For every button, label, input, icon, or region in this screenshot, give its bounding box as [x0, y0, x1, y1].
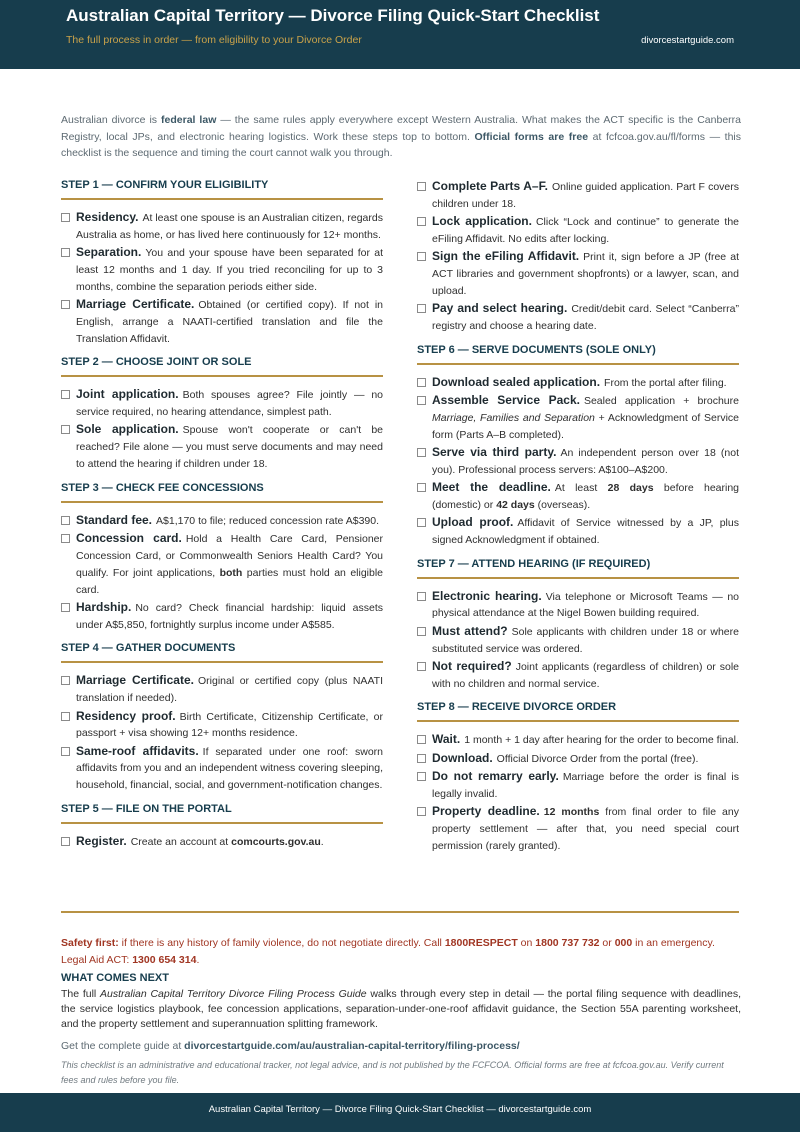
safety-text: if there is any history of family violence, do not negotiate directly. Call: [118, 937, 445, 949]
checkbox[interactable]: [417, 252, 426, 261]
item-label: Joint application.: [76, 387, 179, 402]
item-label: Not required?: [432, 658, 512, 673]
item-label: Sole application.: [76, 422, 179, 437]
step-heading: STEP 3 — CHECK FEE CONCESSIONS: [61, 481, 383, 503]
item-emphasis: 28 days: [607, 481, 654, 494]
checkbox[interactable]: [61, 425, 70, 434]
emergency-number[interactable]: 000: [614, 937, 633, 949]
checklist-item: [417, 588, 739, 623]
checkbox[interactable]: [61, 300, 70, 309]
guide-title: Australian Capital Territory Divorce Filing Process Guide: [100, 988, 367, 1000]
portal-link[interactable]: comcourts.gov.au: [231, 836, 321, 849]
checklist-item: [417, 658, 739, 693]
item-text: Hold a Health Care Card, Pensioner Concession Card, or Commonwealth Seniors Health Card? You qualify. For joint applications,: [76, 533, 383, 579]
guide-link[interactable]: divorcestartguide.com/au/australian-capital-territory/filing-process/: [184, 1040, 520, 1052]
item-text: Obtained (or certified copy). If not in English, arrange a NAATI-certified translation and file the Translation Affidavit.: [76, 298, 383, 345]
checklist-item: [417, 213, 739, 248]
checklist-item: [417, 479, 739, 514]
item-text: Create an account at: [130, 836, 232, 849]
checklist-item: [61, 386, 383, 421]
safety-label: Safety first:: [61, 937, 119, 949]
page-header: [0, 0, 800, 69]
step-heading: STEP 5 — FILE ON THE PORTAL: [61, 802, 383, 824]
checklist-item: [417, 374, 739, 392]
step-3-section: [61, 481, 383, 634]
item-text: before hearing (domestic) or: [432, 481, 740, 511]
site-name: divorcestartguide.com: [641, 35, 734, 46]
next-text: The full: [61, 988, 101, 1000]
checklist-item: [417, 178, 739, 213]
safety-text: in an emergency. Legal Aid ACT:: [61, 937, 715, 966]
item-text: At least: [554, 481, 608, 494]
item-label: Complete Parts A–F.: [432, 179, 548, 193]
checklist-item: [417, 623, 739, 658]
step-1-section: [61, 178, 383, 347]
item-label: Residency.: [76, 210, 139, 224]
checkbox[interactable]: [61, 534, 70, 543]
item-emphasis: 42 days: [496, 498, 535, 511]
checklist-item: [417, 392, 739, 443]
legal-aid-number[interactable]: 1300 654 314: [132, 953, 197, 966]
next-paragraph: [61, 987, 741, 1032]
item-label: Electronic hearing.: [432, 588, 542, 603]
item-text: Click “Lock and continue” to generate the eFiling Affidavit. No edits after locking.: [432, 216, 739, 245]
item-text: .: [320, 836, 324, 849]
checklist-item: [61, 512, 383, 530]
item-text: If separated under one roof: sworn affidavits from you and an independent witness covering sleeping, household, financial, social, and government-notification changes.: [76, 745, 384, 792]
checklist-item: [417, 731, 739, 749]
safety-text: .: [196, 953, 200, 966]
intro-text: at fcfcoa.gov.au/fl/forms — this checklist is the sequence and timing the court cannot walk you through.: [61, 130, 742, 159]
page-title: Australian Capital Territory — Divorce Filing Quick-Start Checklist: [66, 6, 600, 25]
item-label: Property deadline.: [432, 804, 540, 819]
item-emphasis: both: [219, 566, 243, 579]
checkbox[interactable]: [61, 712, 70, 721]
item-text: An independent person over 18 (not you). Professional process servers: A$100–A$200.: [432, 446, 739, 476]
checkbox[interactable]: [417, 518, 426, 527]
intro-text: Australian divorce is: [61, 114, 162, 126]
step-heading: STEP 7 — ATTEND HEARING (IF REQUIRED): [417, 557, 739, 579]
checkbox[interactable]: [61, 837, 70, 846]
checkbox[interactable]: [417, 735, 426, 744]
right-column: [417, 178, 739, 863]
step-heading: STEP 1 — CONFIRM YOUR ELIGIBILITY: [61, 178, 383, 200]
hotline-name: 1800RESPECT: [444, 937, 518, 949]
step-5-continued: [417, 178, 739, 335]
step-8-section: [417, 700, 739, 854]
item-label: Wait.: [432, 732, 461, 747]
item-label: Meet the deadline.: [432, 479, 551, 494]
item-text: Marriage before the order is final is legally invalid.: [432, 771, 740, 800]
checkbox[interactable]: [417, 627, 426, 636]
checklist-item: [61, 599, 383, 634]
checklist-item: [417, 248, 739, 299]
item-text: Online guided application. Part F covers children under 18.: [432, 181, 739, 210]
item-text: Spouse won't cooperate or can't be reached? File alone — you must serve documents and may need to attend the hearing if children under 18.: [76, 424, 383, 471]
guide-text: Get the complete guide at: [61, 1040, 185, 1052]
item-text: Joint applicants (regardless of children) or sole with no children and normal service.: [432, 660, 739, 690]
intro-text: — the same rules apply everywhere except Western Australia. What makes the ACT specific is the Canberra Registry, local JPs, and electronic hearing logistics. Work these steps top to bottom.: [61, 114, 741, 143]
item-text: Via telephone or Microsoft Teams — no physical attendance at the Nigel Bowen building required.: [432, 590, 740, 620]
item-text: Sole applicants with children under 18 or where substituted service was ordered.: [432, 625, 739, 655]
item-emphasis: 12 months: [543, 806, 600, 819]
checkbox[interactable]: [417, 807, 426, 816]
checklist-item: [61, 209, 383, 244]
checkbox[interactable]: [417, 182, 426, 191]
item-text: A$1,170 to file; reduced concession rate A$390.: [156, 514, 380, 527]
item-text: Sealed application + brochure: [583, 394, 739, 407]
item-label: Download.: [432, 750, 493, 765]
item-text: (overseas).: [534, 498, 591, 511]
checklist-item: [61, 421, 383, 472]
checkbox[interactable]: [417, 217, 426, 226]
checkbox[interactable]: [61, 603, 70, 612]
checklist-item: [417, 300, 739, 335]
item-text: Both spouses agree? File jointly — no service required, no hearing attendance, simplest path.: [76, 389, 384, 419]
checklist-item: [61, 708, 383, 743]
step-heading: STEP 2 — CHOOSE JOINT OR SOLE: [61, 355, 383, 377]
section-divider: [61, 911, 739, 913]
checklist-item: [61, 530, 383, 598]
checkbox[interactable]: [417, 483, 426, 492]
item-text: Birth Certificate, Citizenship Certificate, or passport + visa showing 12+ months residence.: [76, 710, 383, 740]
item-text: Affidavit of Service witnessed by a JP, plus signed Acknowledgment if obtained.: [432, 517, 739, 546]
item-text: Official Divorce Order from the portal (free).: [496, 752, 699, 765]
checkbox[interactable]: [417, 592, 426, 601]
checklist-item: [61, 743, 383, 794]
checkbox[interactable]: [61, 248, 70, 257]
step-heading: STEP 8 — RECEIVE DIVORCE ORDER: [417, 700, 739, 722]
footer-bar: [0, 1093, 800, 1132]
item-text: From the portal after filing.: [604, 376, 727, 389]
item-label: Same-roof affidavits.: [76, 743, 199, 758]
checkbox[interactable]: [417, 448, 426, 457]
step-2-section: [61, 355, 383, 472]
checkbox[interactable]: [417, 378, 426, 387]
checklist-item: [417, 444, 739, 479]
checkbox[interactable]: [417, 662, 426, 671]
step-6-section: [417, 343, 739, 549]
item-label: Pay and select hearing.: [432, 301, 568, 316]
checkbox[interactable]: [61, 747, 70, 756]
item-text: + Acknowledgment of Service form (Parts A–B completed).: [432, 411, 739, 441]
item-label: Must attend?: [432, 623, 508, 638]
brochure-title: Marriage, Families and Separation: [432, 411, 595, 424]
checkbox[interactable]: [61, 516, 70, 525]
checklist-item: [61, 244, 383, 295]
item-label: Residency proof.: [76, 708, 176, 723]
step-7-section: [417, 557, 739, 693]
next-heading: WHAT COMES NEXT: [61, 972, 169, 984]
item-label: Lock application.: [432, 214, 532, 229]
safety-text: or: [599, 937, 615, 949]
checkbox[interactable]: [417, 396, 426, 405]
item-label: Hardship.: [76, 599, 132, 614]
checklist-item: [417, 803, 739, 854]
item-label: Separation.: [76, 245, 142, 260]
next-text: walks through every step in detail — the portal filing sequence with deadlines, the service logistics playbook, fee concession applications, separation-under-one-roof affidavit guidance, the Section 55A parenting worksheet, and the property settlement and superannuation splitting framework.: [61, 988, 741, 1030]
footer-bar-text: Australian Capital Territory — Divorce Filing Quick-Start Checklist — divorcestartguide.com: [208, 1104, 592, 1115]
item-text: from final order to file any property settlement — after that, you need special court permission (rarely granted).: [432, 806, 739, 852]
step-4-section: [61, 641, 383, 794]
item-label: Download sealed application.: [432, 374, 601, 389]
guide-line: [61, 1038, 741, 1054]
checkbox[interactable]: [61, 390, 70, 399]
item-label: Sign the eFiling Affidavit.: [432, 249, 580, 264]
intro-emphasis: Official forms are free: [474, 130, 589, 143]
safety-notice: [61, 935, 741, 968]
item-text: At least one spouse is an Australian citizen, regards Australia as home, or has lived here continuously for 12+ months.: [76, 212, 383, 241]
item-label: Upload proof.: [432, 515, 514, 530]
intro-paragraph: [61, 112, 741, 162]
checklist-item: [417, 750, 739, 768]
step-5-section: [61, 802, 383, 851]
checklist-item: [417, 768, 739, 803]
item-label: Serve via third party.: [432, 444, 557, 459]
item-label: Standard fee.: [76, 512, 153, 527]
checklist-item: [61, 672, 383, 707]
step-heading: STEP 4 — GATHER DOCUMENTS: [61, 641, 383, 663]
item-text: parties must hold an eligible card.: [76, 566, 384, 596]
item-label: Register.: [76, 834, 127, 849]
item-label: Do not remarry early.: [432, 769, 559, 784]
footer-block: [61, 935, 741, 1088]
item-text: Original or certified copy (plus NAATI translation if needed).: [76, 675, 383, 705]
intro-emphasis: federal law: [161, 114, 217, 126]
item-label: Concession card.: [76, 531, 182, 546]
checklist-item: [417, 514, 739, 549]
checklist-item: [61, 296, 383, 347]
disclaimer: This checklist is an administrative and educational tracker, not legal advice, and is not published by the FCFCOA. Official forms are free at fcfcoa.gov.au. Verify current fees and rules before you file.: [61, 1060, 724, 1085]
item-label: Assemble Service Pack.: [432, 392, 580, 407]
item-text: Credit/debit card. Select “Canberra” registry and choose a hearing date.: [432, 303, 739, 332]
step-heading: STEP 6 — SERVE DOCUMENTS (SOLE ONLY): [417, 343, 739, 365]
checklist-item: [61, 833, 383, 851]
checkbox[interactable]: [417, 772, 426, 781]
safety-text: on: [517, 937, 536, 949]
checkbox[interactable]: [61, 676, 70, 685]
item-label: Marriage Certificate.: [76, 673, 194, 688]
checkbox[interactable]: [61, 213, 70, 222]
item-text: Print it, sign before a JP (free at ACT libraries and government shopfronts) or a lawyer, scan, and upload.: [432, 251, 739, 297]
checkbox[interactable]: [417, 304, 426, 313]
item-text: You and your spouse have been separated for at least 12 months and 1 day. If you tried reconciling for up to 3 months, combine the separation periods either side.: [76, 247, 383, 293]
item-text: No card? Check financial hardship: liquid assets under A$5,850, fortnightly surplus income under A$585.: [76, 601, 383, 631]
left-column: [61, 178, 383, 859]
page-subtitle: The full process in order — from eligibility to your Divorce Order: [66, 34, 362, 46]
item-label: Marriage Certificate.: [76, 296, 195, 311]
hotline-number[interactable]: 1800 737 732: [535, 937, 600, 949]
item-text: 1 month + 1 day after hearing for the order to become final.: [464, 734, 739, 747]
checkbox[interactable]: [417, 754, 426, 763]
